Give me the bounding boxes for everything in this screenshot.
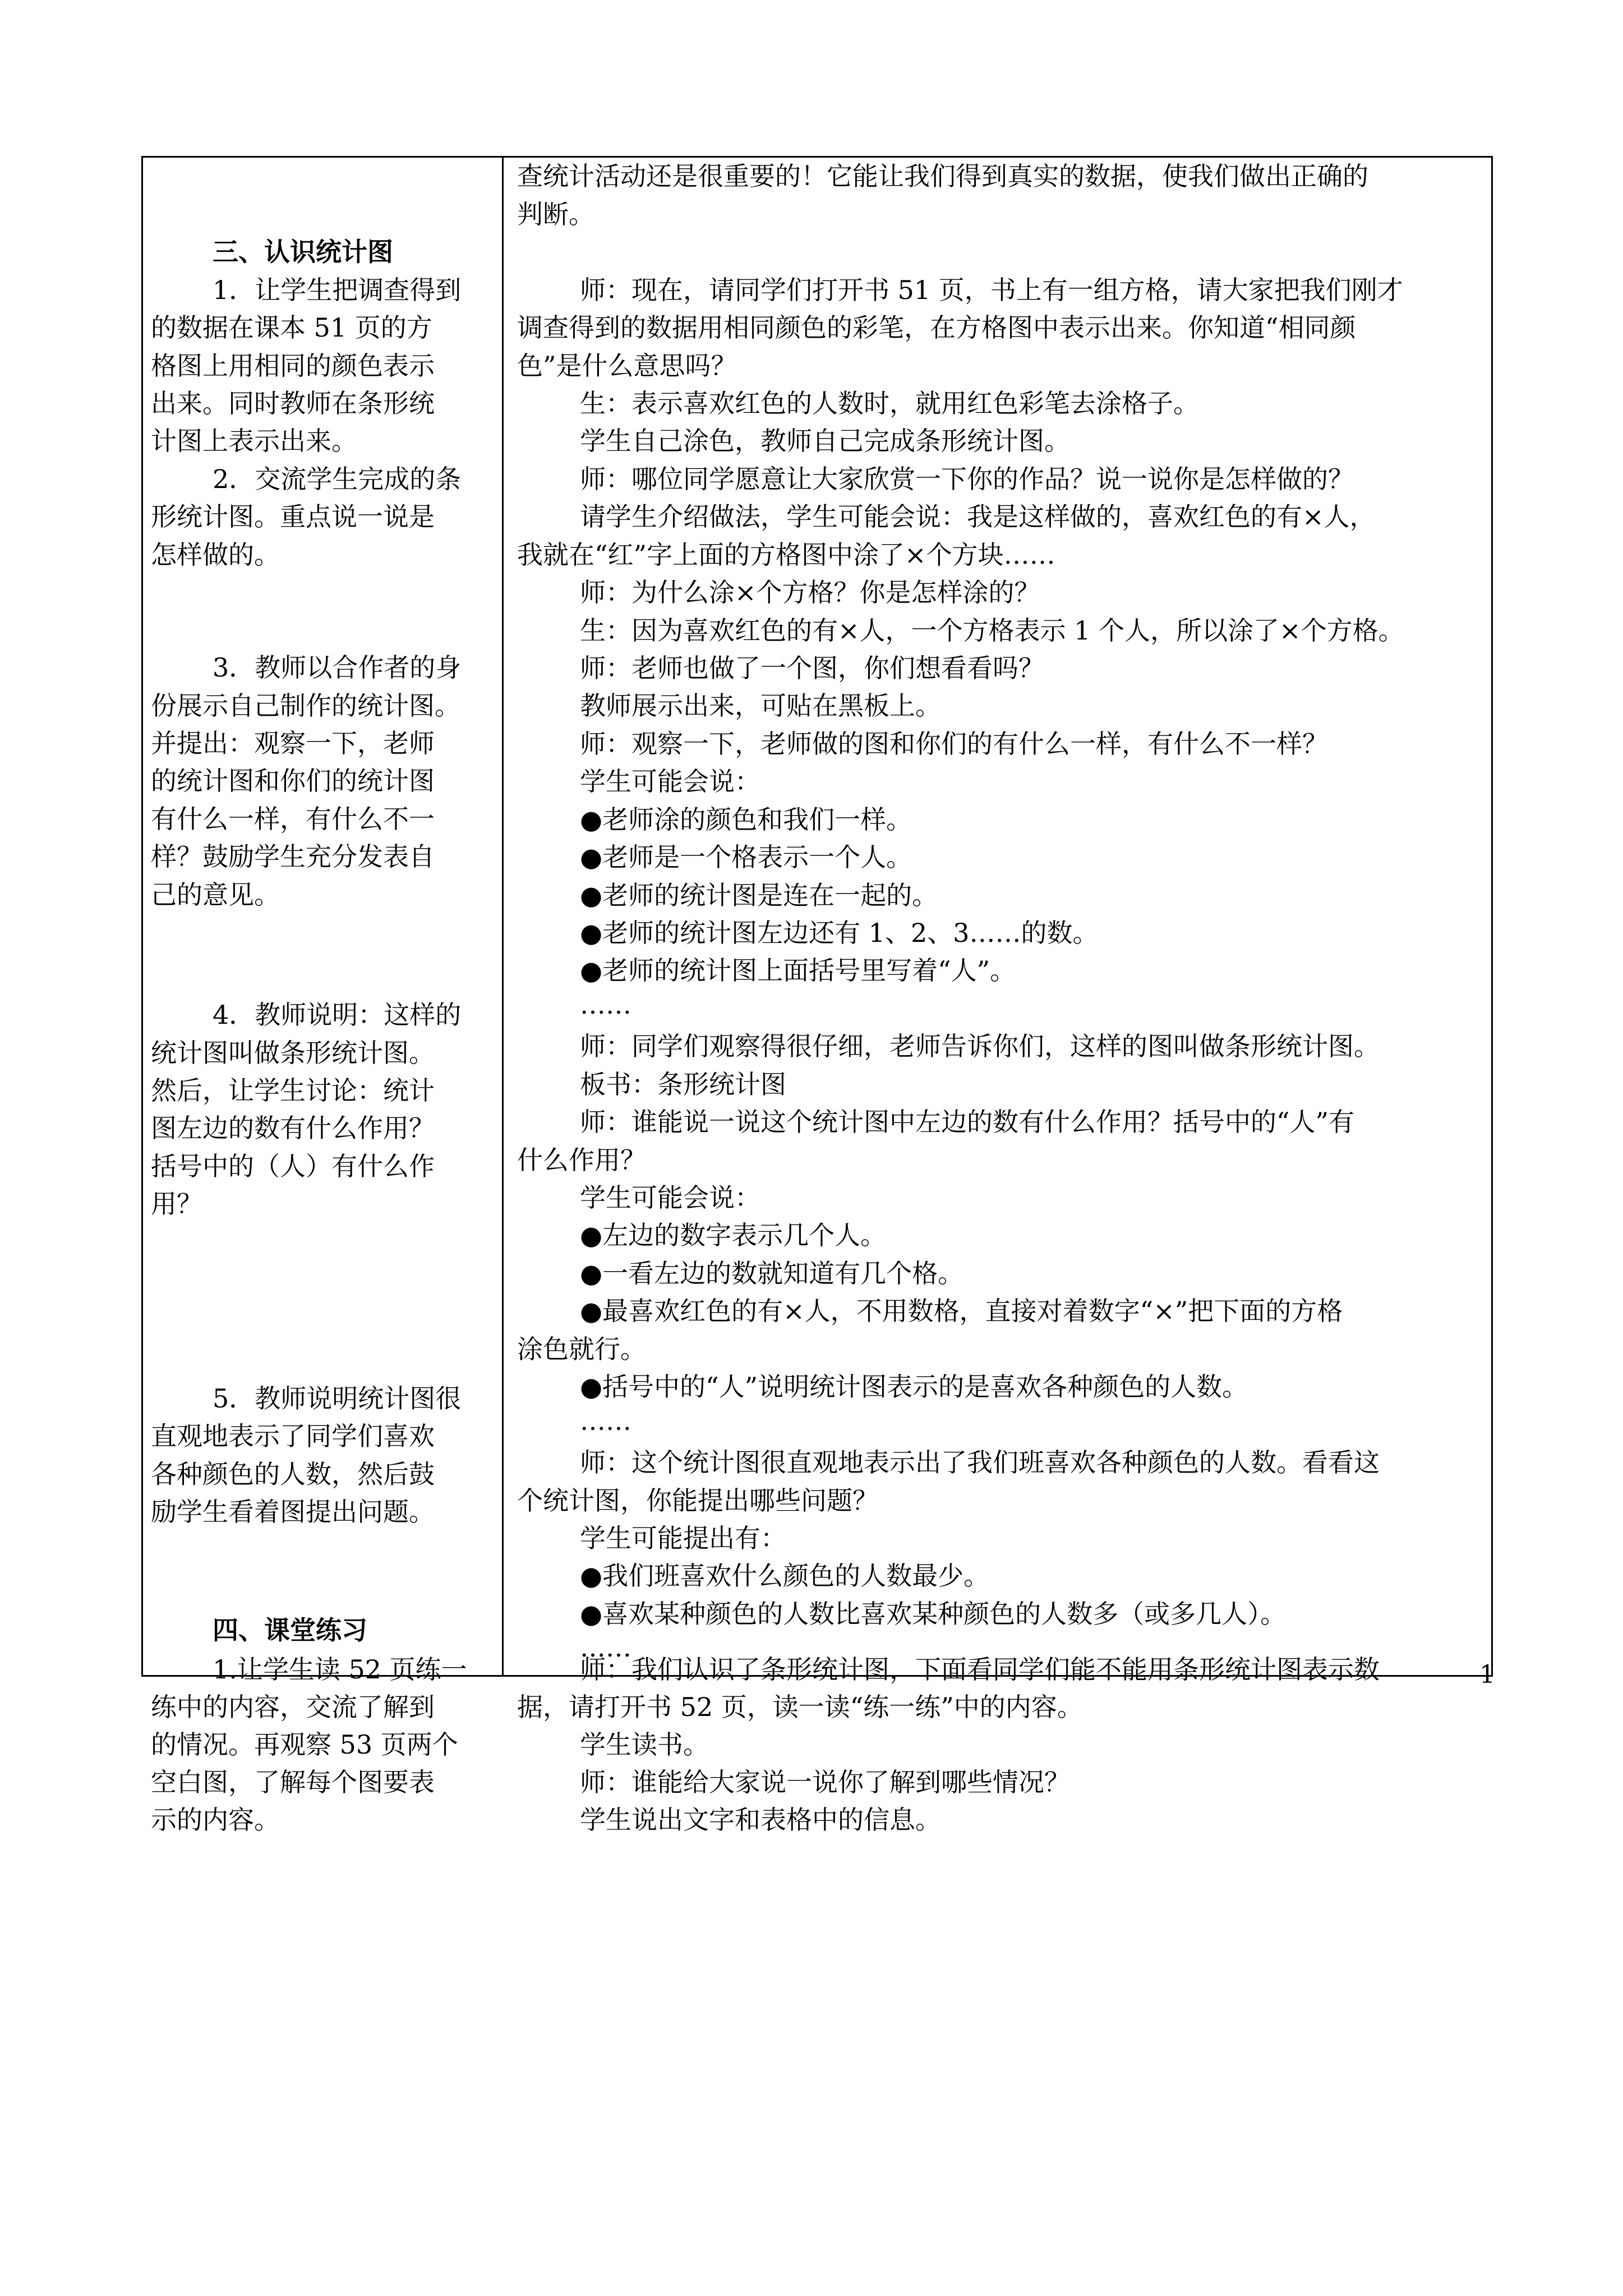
left-line: 的统计图和你们的统计图: [151, 766, 435, 796]
left-line: 形统计图。重点说一说是: [151, 501, 435, 532]
left-line: 的情况。再观察 53 页两个: [151, 1729, 458, 1760]
left-line: 图左边的数有什么作用？: [151, 1113, 435, 1143]
right-line: 色”是什么意思吗？: [517, 351, 737, 381]
right-line: 师：观察一下，老师做的图和你们的有什么一样，有什么不一样？: [580, 729, 1328, 759]
column-divider: [502, 158, 504, 1675]
right-line: 涂色就行。: [517, 1334, 646, 1364]
bullet-item: ●老师的统计图左边还有 1、2、3……的数。: [580, 918, 1099, 948]
left-line: 格图上用相同的颜色表示: [151, 351, 435, 381]
right-line: 生：表示喜欢红色的人数时，就用红色彩笔去涂格子。: [580, 388, 1199, 418]
left-line: 4．教师说明：这样的: [213, 1000, 462, 1030]
right-line: 师：我们认识了条形统计图，下面看同学们能不能用条形统计图表示数: [580, 1654, 1380, 1685]
right-line: 调查得到的数据用相同颜色的彩笔，在方格图中表示出来。你知道“相同颜: [517, 312, 1356, 343]
left-line: 出来。同时教师在条形统: [151, 388, 435, 418]
left-line: 的数据在课本 51 页的方: [151, 312, 432, 343]
left-line: 并提出：观察一下，老师: [151, 728, 435, 758]
right-line: 板书：条形统计图: [580, 1069, 786, 1099]
bullet-item: ●最喜欢红色的有×人，不用数格，直接对着数字“×”把下面的方格: [580, 1296, 1343, 1326]
right-line: 学生可能提出有：: [580, 1523, 786, 1553]
section-title-4: 四、课堂练习: [213, 1615, 367, 1645]
right-line: 据，请打开书 52 页，读一读“练一练”中的内容。: [517, 1692, 1083, 1722]
right-line: 师：哪位同学愿意让大家欣赏一下你的作品？说一说你是怎样做的？: [580, 464, 1354, 494]
right-line: 学生说出文字和表格中的信息。: [580, 1805, 941, 1835]
ellipsis: ……: [580, 1406, 631, 1436]
right-line: 请学生介绍做法，学生可能会说：我是这样做的，喜欢红色的有×人，: [580, 501, 1376, 532]
bullet-item: ●喜欢某种颜色的人数比喜欢某种颜色的人数多（或多几人）。: [580, 1599, 1287, 1629]
left-line: 1.让学生读 52 页练一: [213, 1654, 467, 1685]
right-line: 师：这个统计图很直观地表示出了我们班喜欢各种颜色的人数。看看这: [580, 1447, 1380, 1478]
bullet-item: ●老师的统计图上面括号里写着“人”。: [580, 955, 1016, 986]
right-line: 查统计活动还是很重要的！它能让我们得到真实的数据，使我们做出正确的: [517, 161, 1368, 191]
left-line: 2．交流学生完成的条: [213, 464, 462, 494]
left-line: 己的意见。: [151, 880, 280, 910]
bullet-item: ●老师涂的颜色和我们一样。: [580, 804, 912, 835]
right-line: 师：同学们观察得很仔细，老师告诉你们，这样的图叫做条形统计图。: [580, 1031, 1380, 1061]
left-line: 用？: [151, 1189, 202, 1219]
right-line: 师：老师也做了一个图，你们想看看吗？: [580, 653, 1044, 683]
left-line: 计图上表示出来。: [151, 426, 357, 456]
right-line: 学生自己涂色，教师自己完成条形统计图。: [580, 426, 1070, 456]
right-line: 师：谁能说一说这个统计图中左边的数有什么作用？括号中的“人”有: [580, 1107, 1355, 1137]
left-line: 5．教师说明统计图很: [213, 1383, 462, 1414]
right-line: 师：谁能给大家说一说你了解到哪些情况？: [580, 1767, 1070, 1797]
right-line: 学生可能会说：: [580, 1182, 760, 1213]
right-line: 师：现在，请同学们打开书 51 页，书上有一组方格，请大家把我们刚才: [580, 275, 1403, 305]
bullet-item: ●老师是一个格表示一个人。: [580, 842, 912, 872]
bullet-item: ●我们班喜欢什么颜色的人数最少。: [580, 1561, 990, 1591]
ellipsis: ……: [580, 1632, 631, 1663]
right-line: 学生读书。: [580, 1729, 709, 1760]
bullet-item: ●一看左边的数就知道有几个格。: [580, 1258, 964, 1289]
left-line: 直观地表示了同学们喜欢: [151, 1421, 435, 1451]
left-line: 样？鼓励学生充分发表自: [151, 841, 435, 872]
left-line: 练中的内容，交流了解到: [151, 1692, 435, 1722]
page-number: 1: [1479, 1660, 1495, 1689]
right-line: 我就在“红”字上面的方格图中涂了×个方块……: [517, 540, 1055, 570]
section-title-3: 三、认识统计图: [213, 237, 393, 267]
right-line: 个统计图，你能提出哪些问题？: [517, 1485, 878, 1516]
right-line: 教师展示出来，可贴在黑板上。: [580, 691, 941, 721]
right-line: 生：因为喜欢红色的有×人，一个方格表示 1 个人，所以涂了×个方格。: [580, 615, 1404, 646]
left-line: 份展示自己制作的统计图。: [151, 691, 460, 721]
left-line: 示的内容。: [151, 1805, 280, 1835]
right-line: 学生可能会说：: [580, 766, 760, 797]
ellipsis: ……: [580, 990, 631, 1020]
left-line: 励学生看着图提出问题。: [151, 1497, 435, 1527]
left-line: 1．让学生把调查得到: [213, 275, 462, 305]
left-line: 括号中的（人）有什么作: [151, 1151, 435, 1181]
bullet-item: ●括号中的“人”说明统计图表示的是喜欢各种颜色的人数。: [580, 1372, 1248, 1402]
right-line: 师：为什么涂×个方格？你是怎样涂的？: [580, 577, 1040, 608]
left-line: 各种颜色的人数，然后鼓: [151, 1459, 435, 1489]
lesson-plan-table: [141, 156, 1493, 1835]
left-line: 然后，让学生讨论：统计: [151, 1075, 435, 1106]
left-line: 空白图，了解每个图要表: [151, 1767, 435, 1797]
left-line: 3．教师以合作者的身: [213, 652, 462, 683]
right-line: 判断。: [517, 199, 594, 229]
bullet-item: ●老师的统计图是连在一起的。: [580, 880, 938, 910]
bullet-item: ●左边的数字表示几个人。: [580, 1220, 887, 1250]
left-line: 怎样做的。: [151, 540, 280, 570]
left-line: 统计图叫做条形统计图。: [151, 1038, 435, 1068]
right-line: 什么作用？: [517, 1145, 646, 1175]
left-line: 有什么一样，有什么不一: [151, 804, 435, 834]
